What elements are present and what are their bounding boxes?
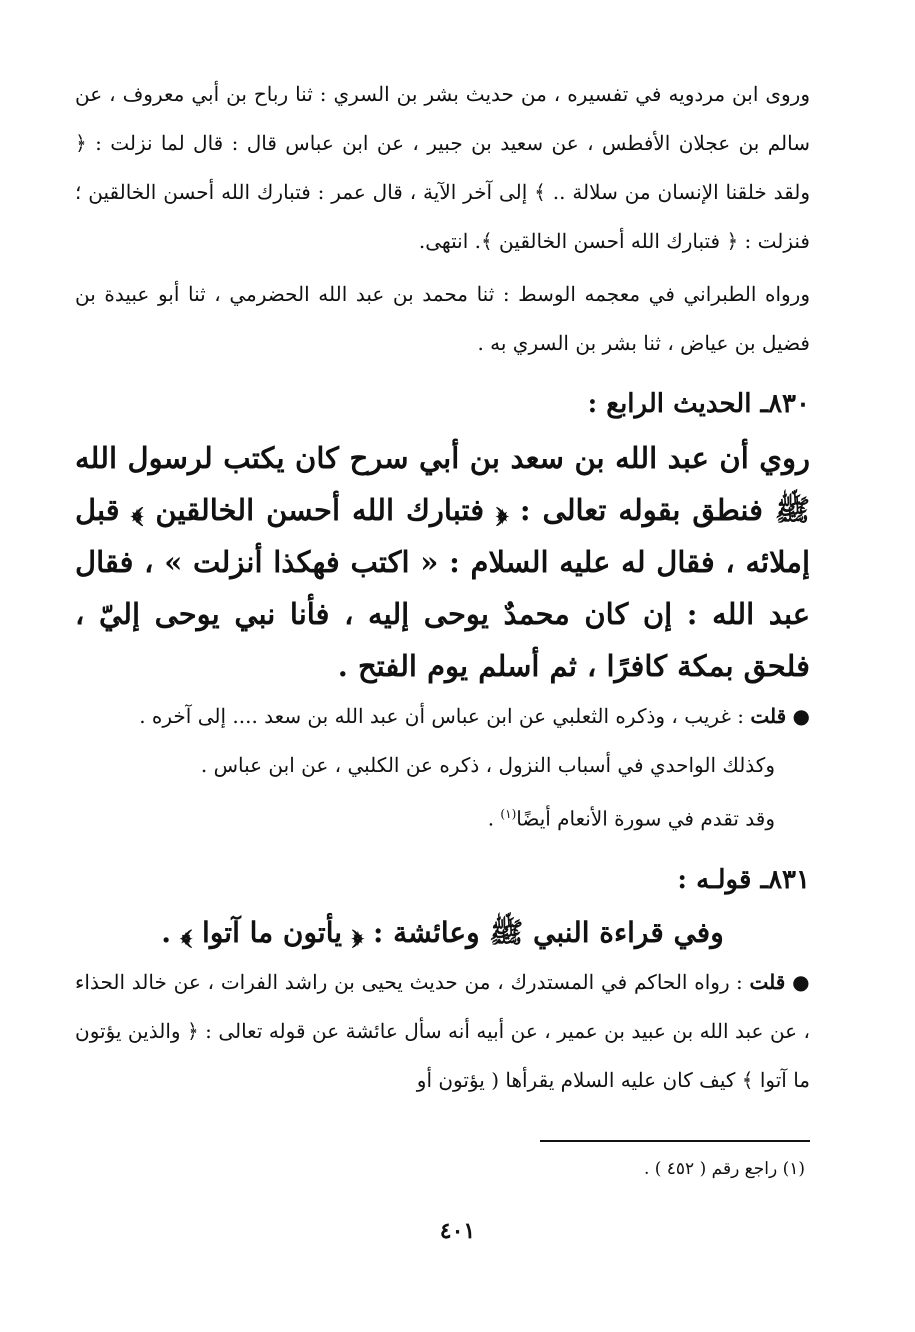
- note-end: .: [487, 806, 495, 831]
- paragraph-tabarani: ورواه الطبراني في معجمه الوسط : ثنا محمد بن عبد الله الحضرمي ، ثنا أبو عبيدة بن فضيل بن عياض ، ثنا بشر بن السري به .: [75, 282, 810, 355]
- bullet-icon: ●: [792, 704, 810, 728]
- bullet-icon: ●: [792, 969, 811, 994]
- footnote: (١) راجع رقم ( ٤٥٢ ) .: [643, 1159, 805, 1179]
- footnote-divider: [540, 1140, 810, 1142]
- note-label: قلت: [749, 969, 786, 994]
- note-text: : غريب ، وذكره الثعلبي عن ابن عباس أن عبد الله بن سعد .... إلى آخره .: [139, 704, 744, 728]
- section-831-note: [75, 958, 810, 1105]
- footnote-reference[interactable]: (١): [500, 807, 517, 821]
- page-number: ٤٠١: [439, 1218, 476, 1244]
- note-label: قلت: [750, 704, 787, 728]
- section-830-note-3: [75, 790, 810, 844]
- section-830-note-2: وكذلك الواحدي في أسباب النزول ، ذكره عن الكلبي ، عن ابن عباس .: [200, 753, 775, 777]
- paragraph-ibn-mardawayh: وروى ابن مردويه في تفسيره ، من حديث بشر بن السري : ثنا رباح بن أبي معروف ، عن سالم بن عجلان الأفطس ، عن سعيد بن جبير ، عن ابن عباس قال : قال لما نزلت : ﴿ ولقد خلقنا الإنسان من سلالة .. ﴾ إلى آخر الآية ، قال عمر : فتبارك الله أحسن الخالقين ؛ فنزلت : ﴿ فتبارك الله أحسن الخالقين ﴾. انتهى.: [75, 82, 810, 253]
- section-830-note-1: [75, 692, 810, 741]
- note-text: وقد تقدم في سورة الأنعام أيضًا: [516, 806, 775, 831]
- section-831-quote: وفي قراءة النبي ﷺ وعائشة : ﴿ يأتون ما آتوا ﴾ .: [161, 915, 724, 949]
- note-text: : رواه الحاكم في المستدرك ، من حديث يحيى بن راشد الفرات ، عن خالد الحذاء ، عن عبد الله بن عبيد بن عمير ، عن أبيه أنه سأل عائشة عن قوله تعالى : ﴿ والذين يؤتون ما آتوا ﴾ كيف كان عليه السلام يقرأها ( يؤتون أو: [75, 969, 810, 1092]
- section-831-heading: ٨٣١ـ قولـه :: [677, 864, 810, 895]
- section-830-heading: ٨٣٠ـ الحديث الرابع :: [587, 389, 810, 419]
- section-830-hadith: روي أن عبد الله بن سعد بن أبي سرح كان يكتب لرسول الله ﷺ فنطق بقوله تعالى : ﴿ فتبارك الله أحسن الخالقين ﴾ قبل إملائه ، فقال له عليه السلام : « اكتب فهكذا أنزلت » ، فقال عبد الله : إن كان محمدٌ يوحى إليه ، فأنا نبي يوحى إليّ ، فلحق بمكة كافرًا ، ثم أسلم يوم الفتح .: [75, 441, 810, 683]
